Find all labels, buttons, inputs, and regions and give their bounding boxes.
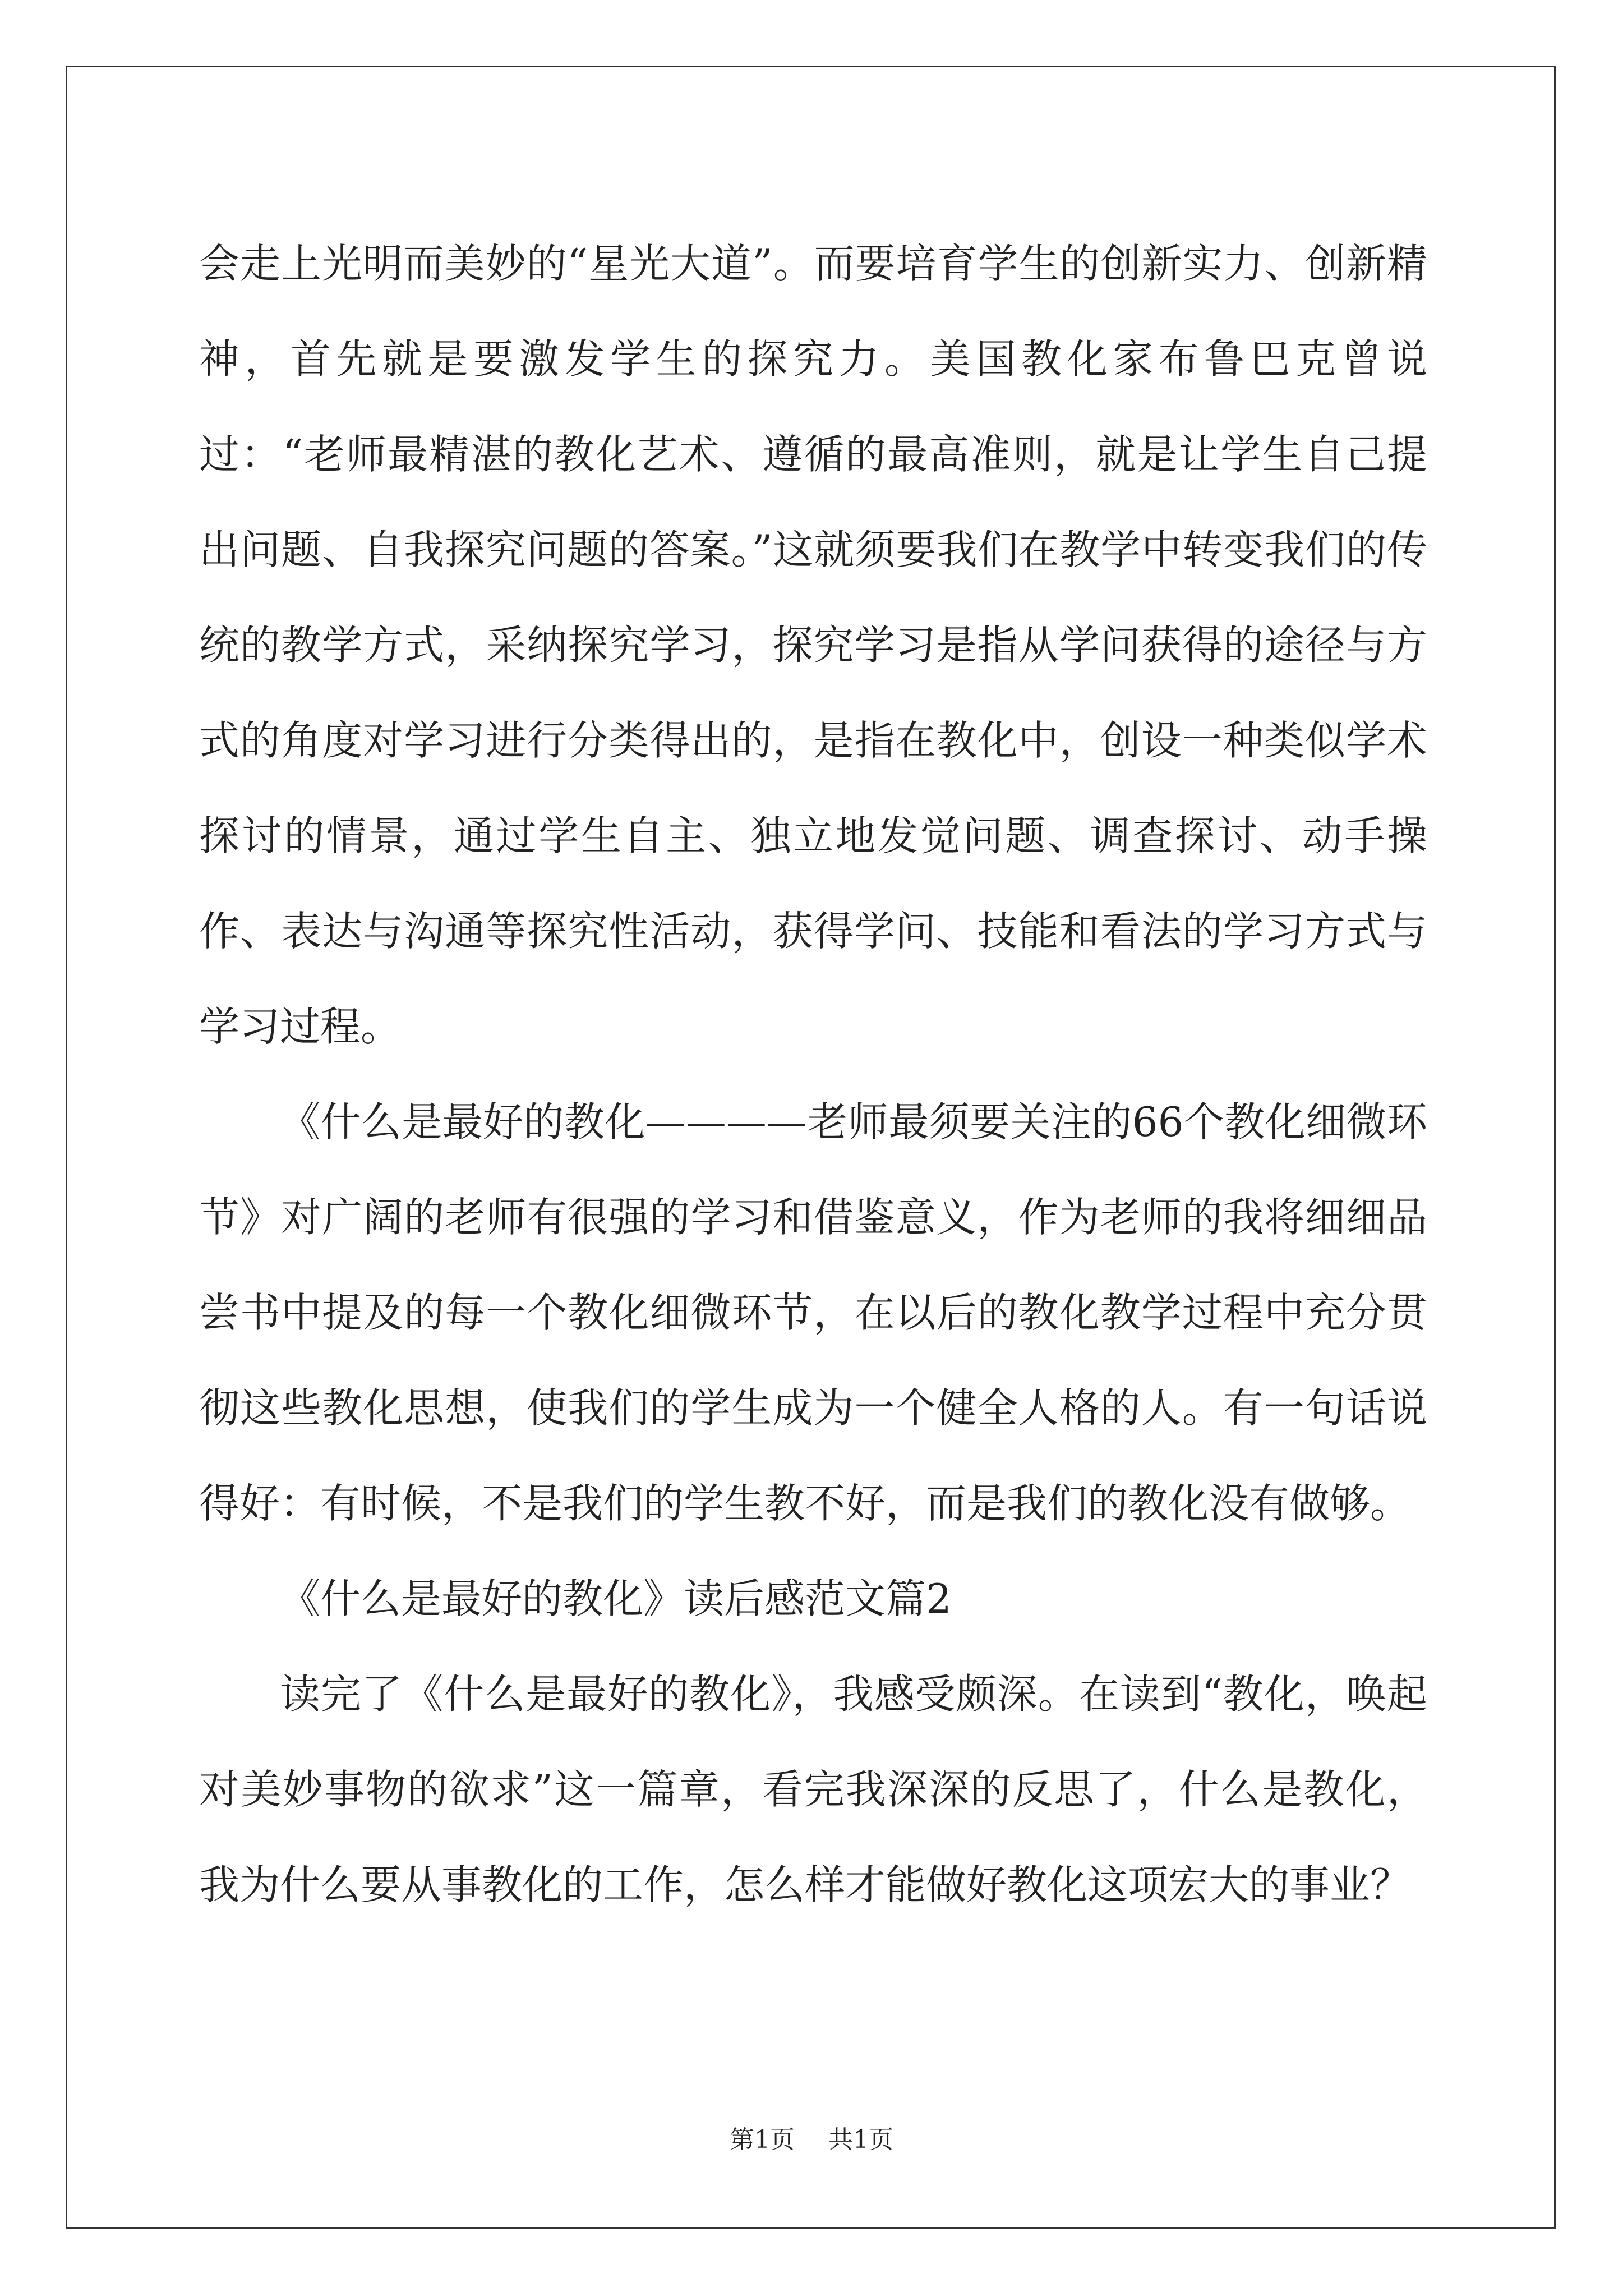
paragraph-3: 读完了《什么是最好的教化》，我感受颇深。在读到“教化，唤起对美妙事物的欲求”这一篇章，看完我深深的反思了，什么是教化，我为什么要从事教化的工作，怎么样才能做好教化这项宏大的事业？ bbox=[199, 1671, 1427, 1908]
paragraph-1: 会走上光明而美妙的“星光大道”。而要培育学生的创新实力、创新精神，首先就是要激发学生的探究力。美国教化家布鲁巴克曾说过：“老师最精湛的教化艺术、遵循的最高准则，就是让学生自己提出问题、自我探究问题的答案。”这就须要我们在教学中转变我们的传统的教学方式，采纳探究学习，探究学习是指从学问获得的途径与方式的角度对学习进行分类得出的，是指在教化中，创设一种类似学术探讨的情景，通过学生自主、独立地发觉问题、调查探讨、动手操作、表达与沟通等探究性活动，获得学问、技能和看法的学习方式与学习过程。 bbox=[199, 240, 1427, 1050]
document-body bbox=[199, 216, 1427, 1932]
page-footer bbox=[0, 2123, 1623, 2157]
page-total: 共1页 bbox=[828, 2125, 893, 2154]
paragraph-2: 《什么是最好的教化————老师最须要关注的66个教化细微环节》对广阔的老师有很强的学习和借鉴意义，作为老师的我将细细品尝书中提及的每一个教化细微环节，在以后的教化教学过程中充分贯彻这些教化思想，使我们的学生成为一个健全人格的人。有一句话说得好：有时候，不是我们的学生教不好，而是我们的教化没有做够。 bbox=[199, 1098, 1427, 1527]
section-heading: 《什么是最好的教化》读后感范文篇2 bbox=[280, 1575, 952, 1622]
page-number: 第1页 bbox=[730, 2125, 795, 2154]
